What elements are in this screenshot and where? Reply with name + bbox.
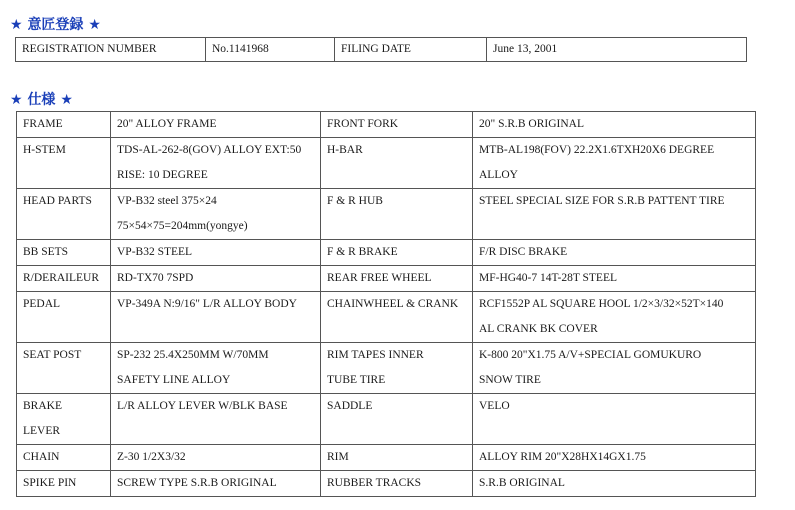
cell-line: PEDAL <box>23 298 61 310</box>
cell-line: L/R ALLOY LEVER W/BLK BASE <box>117 400 288 412</box>
spec-value-cell <box>473 266 756 292</box>
cell-line: REAR FREE WHEEL <box>327 272 432 284</box>
spec-value-cell <box>111 240 321 266</box>
spec-value-cell <box>473 240 756 266</box>
spec-label-cell <box>321 343 473 394</box>
spec-value-cell <box>473 112 756 138</box>
cell-line: SNOW TIRE <box>479 374 541 386</box>
cell-line: VP-B32 STEEL <box>117 246 193 258</box>
cell-line: MF-HG40-7 14T-28T STEEL <box>479 272 617 284</box>
spec-label-cell <box>321 292 473 343</box>
cell-line: 20" ALLOY FRAME <box>117 118 217 130</box>
spec-table <box>16 111 756 497</box>
spec-label-cell <box>17 471 111 497</box>
cell-line: MTB-AL198(FOV) 22.2X1.6TXH20X6 DEGREE <box>479 144 715 156</box>
table-row <box>17 112 756 138</box>
spec-value-cell <box>111 343 321 394</box>
star-icon: ★ <box>10 17 23 33</box>
cell-line: Z-30 1/2X3/32 <box>117 451 186 463</box>
cell-line: LEVER <box>23 425 61 437</box>
spec-value-cell <box>111 112 321 138</box>
cell-line: SPIKE PIN <box>23 477 77 489</box>
cell-line: BB SETS <box>23 246 69 258</box>
spec-label-cell <box>321 189 473 240</box>
cell-line: 75×54×75=204mm(yongye) <box>117 220 248 232</box>
filing-date-label: FILING DATE <box>335 38 487 62</box>
spec-label-cell <box>17 343 111 394</box>
cell-line: H-STEM <box>23 144 66 156</box>
spec-value-cell <box>111 189 321 240</box>
spec-value-cell <box>473 445 756 471</box>
table-row <box>17 138 756 189</box>
registration-title: 意匠登録 <box>27 17 84 33</box>
cell-line: VP-349A N:9/16" L/R ALLOY BODY <box>117 298 297 310</box>
spec-label-cell <box>321 471 473 497</box>
registration-number-value: No.1141968 <box>206 38 335 62</box>
spec-label-cell <box>321 394 473 445</box>
table-row <box>17 471 756 497</box>
spec-label-cell <box>321 445 473 471</box>
cell-line: SAFETY LINE ALLOY <box>117 374 231 386</box>
cell-line: CHAIN <box>23 451 60 463</box>
table-row <box>17 292 756 343</box>
cell-line: SP-232 25.4X250MM W/70MM <box>117 349 269 361</box>
cell-line: ALLOY <box>479 169 518 181</box>
spec-label-cell <box>321 266 473 292</box>
cell-line: FRAME <box>23 118 63 130</box>
spec-value-cell <box>111 445 321 471</box>
spec-heading <box>10 89 73 109</box>
spec-label-cell <box>17 189 111 240</box>
cell-line: RCF1552P AL SQUARE HOOL 1/2×3/32×52T×140 <box>479 298 724 310</box>
cell-line: F & R BRAKE <box>327 246 398 258</box>
cell-line: F/R DISC BRAKE <box>479 246 568 258</box>
cell-line: SEAT POST <box>23 349 82 361</box>
cell-line: RIM <box>327 451 349 463</box>
cell-line: VP-B32 steel 375×24 <box>117 195 217 207</box>
cell-line: VELO <box>479 400 510 412</box>
cell-line: R/DERAILEUR <box>23 272 100 284</box>
spec-label-cell <box>17 240 111 266</box>
spec-label-cell <box>321 112 473 138</box>
table-row <box>17 394 756 445</box>
cell-line: K-800 20"X1.75 A/V+SPECIAL GOMUKURO <box>479 349 702 361</box>
table-row <box>17 343 756 394</box>
cell-line: ALLOY RIM 20"X28HX14GX1.75 <box>479 451 646 463</box>
spec-value-cell <box>473 394 756 445</box>
table-row <box>17 189 756 240</box>
cell-line: 20" S.R.B ORIGINAL <box>479 118 585 130</box>
cell-line: TDS-AL-262-8(GOV) ALLOY EXT:50 <box>117 144 302 156</box>
spec-label-cell <box>17 394 111 445</box>
table-row <box>17 266 756 292</box>
spec-value-cell <box>473 471 756 497</box>
spec-value-cell <box>473 292 756 343</box>
spec-value-cell <box>111 394 321 445</box>
cell-line: F & R HUB <box>327 195 383 207</box>
cell-line: RUBBER TRACKS <box>327 477 422 489</box>
spec-label-cell <box>17 445 111 471</box>
spec-label-cell <box>321 138 473 189</box>
cell-line: SADDLE <box>327 400 373 412</box>
registration-table <box>15 37 747 62</box>
spec-value-cell <box>473 189 756 240</box>
spec-label-cell <box>17 138 111 189</box>
cell-line: HEAD PARTS <box>23 195 92 207</box>
star-icon: ★ <box>60 92 73 108</box>
cell-line: CHAINWHEEL & CRANK <box>327 298 459 310</box>
table-row <box>16 38 747 62</box>
star-icon: ★ <box>10 92 23 108</box>
cell-line: RD-TX70 7SPD <box>117 272 194 284</box>
cell-line: BRAKE <box>23 400 62 412</box>
table-row <box>17 240 756 266</box>
spec-label-cell <box>321 240 473 266</box>
spec-value-cell <box>473 343 756 394</box>
cell-line: AL CRANK BK COVER <box>479 323 598 335</box>
cell-line: STEEL SPECIAL SIZE FOR S.R.B PATTENT TIRE <box>479 195 725 207</box>
spec-value-cell <box>111 471 321 497</box>
spec-label-cell <box>17 266 111 292</box>
spec-value-cell <box>111 292 321 343</box>
spec-title: 仕様 <box>27 92 56 108</box>
cell-line: RISE: 10 DEGREE <box>117 169 208 181</box>
cell-line: S.R.B ORIGINAL <box>479 477 565 489</box>
registration-heading <box>10 14 101 34</box>
cell-line: TUBE TIRE <box>327 374 386 386</box>
cell-line: H-BAR <box>327 144 363 156</box>
registration-number-label: REGISTRATION NUMBER <box>16 38 206 62</box>
cell-line: FRONT FORK <box>327 118 399 130</box>
table-row <box>17 445 756 471</box>
spec-label-cell <box>17 112 111 138</box>
spec-value-cell <box>111 138 321 189</box>
cell-line: SCREW TYPE S.R.B ORIGINAL <box>117 477 277 489</box>
spec-value-cell <box>111 266 321 292</box>
cell-line: RIM TAPES INNER <box>327 349 424 361</box>
filing-date-value: June 13, 2001 <box>487 38 747 62</box>
star-icon: ★ <box>88 17 101 33</box>
spec-value-cell <box>473 138 756 189</box>
spec-label-cell <box>17 292 111 343</box>
